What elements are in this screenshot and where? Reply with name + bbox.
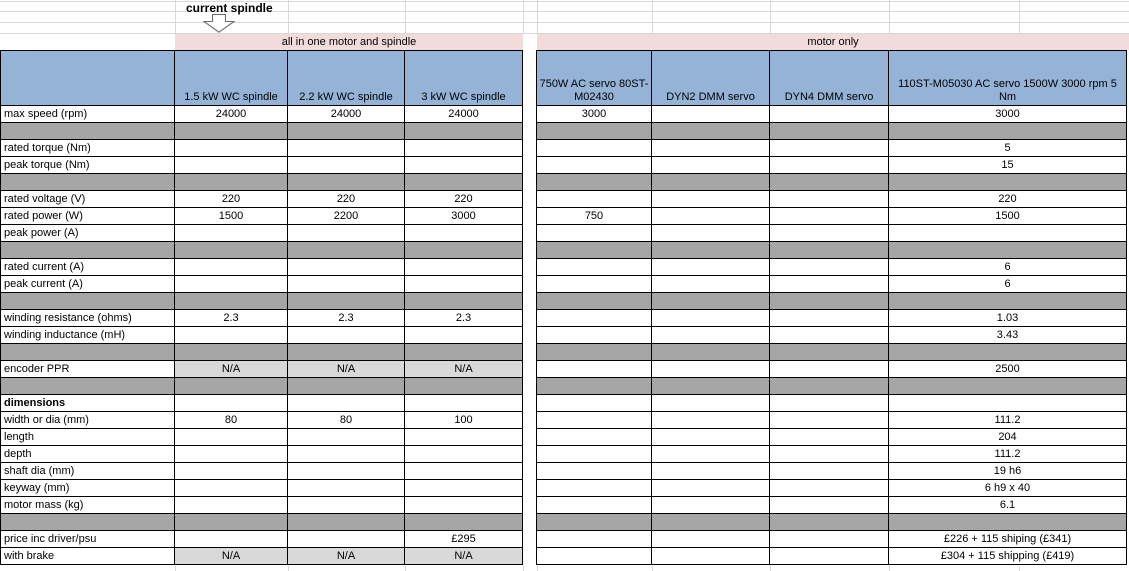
table-cell[interactable] (537, 259, 652, 276)
table-cell[interactable]: 24000 (175, 106, 288, 123)
gridline (175, 566, 176, 571)
table-cell[interactable] (288, 259, 405, 276)
spacer-cell (523, 140, 537, 157)
gridline (175, 0, 176, 34)
table-cell[interactable]: 24000 (288, 106, 405, 123)
spacer-cell (523, 480, 537, 497)
table-cell[interactable]: 220 (175, 191, 288, 208)
table-cell[interactable]: 111.2 (889, 446, 1127, 463)
table-cell[interactable] (175, 446, 288, 463)
separator-cell (288, 344, 405, 361)
table-cell[interactable] (537, 157, 652, 174)
table-cell[interactable]: 2.3 (288, 310, 405, 327)
table-cell[interactable]: N/A (288, 361, 405, 378)
separator-cell (537, 514, 652, 531)
spacer-cell (523, 293, 537, 310)
table-cell[interactable] (770, 140, 889, 157)
table-cell[interactable] (770, 157, 889, 174)
table-cell[interactable] (652, 276, 770, 293)
row-label[interactable]: length (0, 429, 175, 446)
table-cell[interactable] (537, 361, 652, 378)
comparison-table (0, 50, 1127, 565)
table-cell[interactable]: 5 (889, 140, 1127, 157)
separator-cell (288, 242, 405, 259)
gridline (537, 566, 538, 571)
table-cell[interactable] (537, 225, 652, 242)
separator-cell (175, 242, 288, 259)
row-label[interactable]: keyway (mm) (0, 480, 175, 497)
table-cell[interactable] (405, 480, 523, 497)
row-label[interactable]: motor mass (kg) (0, 497, 175, 514)
row-label[interactable]: width or dia (mm) (0, 412, 175, 429)
spacer-cell (523, 259, 537, 276)
table-cell[interactable] (175, 259, 288, 276)
separator-cell (770, 344, 889, 361)
separator-cell (405, 344, 523, 361)
spacer-cell (523, 412, 537, 429)
spacer-cell (523, 378, 537, 395)
gridline (0, 11, 1129, 12)
gridline (889, 566, 890, 571)
separator-cell (288, 293, 405, 310)
table-cell[interactable] (652, 327, 770, 344)
separator-cell (770, 174, 889, 191)
table-cell[interactable] (770, 225, 889, 242)
row-label[interactable]: peak current (A) (0, 276, 175, 293)
separator-cell (405, 242, 523, 259)
separator-cell (537, 174, 652, 191)
spacer-cell (523, 310, 537, 327)
separator-cell (770, 123, 889, 140)
gridline (288, 0, 289, 34)
gridline (652, 0, 653, 34)
table-cell[interactable] (652, 361, 770, 378)
table-cell[interactable] (405, 157, 523, 174)
gridline (0, 1, 1129, 2)
gridline (1019, 0, 1020, 34)
table-cell[interactable] (770, 531, 889, 548)
table-cell[interactable] (288, 463, 405, 480)
spacer-cell (523, 174, 537, 191)
table-cell[interactable]: 220 (288, 191, 405, 208)
table-cell[interactable] (537, 497, 652, 514)
separator-cell (652, 514, 770, 531)
table-cell[interactable]: £295 (405, 531, 523, 548)
table-cell[interactable] (288, 531, 405, 548)
table-cell[interactable] (175, 497, 288, 514)
table-cell[interactable] (175, 327, 288, 344)
table-cell[interactable] (288, 140, 405, 157)
spacer-cell (523, 208, 537, 225)
separator-cell (770, 514, 889, 531)
separator-cell (652, 123, 770, 140)
table-cell[interactable] (652, 191, 770, 208)
table-cell[interactable] (175, 157, 288, 174)
table-cell[interactable] (175, 463, 288, 480)
separator-cell (0, 344, 175, 361)
separator-cell (770, 378, 889, 395)
separator-cell (288, 174, 405, 191)
separator-cell (405, 293, 523, 310)
separator-cell (652, 293, 770, 310)
table-cell[interactable] (405, 395, 523, 412)
gridline (405, 566, 406, 571)
separator-cell (288, 123, 405, 140)
table-cell[interactable] (770, 106, 889, 123)
spacer-cell (523, 327, 537, 344)
table-cell[interactable] (652, 157, 770, 174)
table-cell[interactable]: 80 (288, 412, 405, 429)
spacer-cell (523, 361, 537, 378)
spacer-cell (523, 429, 537, 446)
table-cell[interactable] (770, 310, 889, 327)
separator-cell (889, 123, 1127, 140)
gridline (770, 0, 771, 34)
table-cell[interactable]: N/A (175, 361, 288, 378)
table-cell[interactable] (537, 276, 652, 293)
table-cell[interactable] (652, 225, 770, 242)
table-cell[interactable] (652, 259, 770, 276)
row-label[interactable]: shaft dia (mm) (0, 463, 175, 480)
table-cell[interactable]: 6 (889, 276, 1127, 293)
table-cell[interactable] (537, 412, 652, 429)
table-cell[interactable] (175, 225, 288, 242)
table-cell[interactable] (537, 446, 652, 463)
separator-cell (0, 514, 175, 531)
separator-cell (175, 293, 288, 310)
table-cell[interactable]: 750 (537, 208, 652, 225)
row-label[interactable]: rated voltage (V) (0, 191, 175, 208)
separator-cell (175, 514, 288, 531)
table-cell[interactable]: 2200 (288, 208, 405, 225)
separator-cell (288, 378, 405, 395)
column-header[interactable]: DYN4 DMM servo (770, 50, 889, 106)
separator-cell (405, 378, 523, 395)
table-cell[interactable] (537, 548, 652, 565)
separator-cell (652, 344, 770, 361)
spacer-cell (523, 395, 537, 412)
row-label[interactable]: dimensions (0, 395, 175, 412)
column-header[interactable]: 1.5 kW WC spindle (175, 50, 288, 106)
separator-cell (537, 378, 652, 395)
separator-cell (0, 123, 175, 140)
row-label[interactable]: peak torque (Nm) (0, 157, 175, 174)
table-cell[interactable] (288, 497, 405, 514)
separator-cell (175, 123, 288, 140)
separator-cell (889, 174, 1127, 191)
table-cell[interactable]: 24000 (405, 106, 523, 123)
row-label[interactable]: encoder PPR (0, 361, 175, 378)
spacer-cell (523, 157, 537, 174)
separator-cell (652, 378, 770, 395)
table-cell[interactable] (175, 429, 288, 446)
table-cell[interactable]: 3000 (537, 106, 652, 123)
row-label[interactable]: rated torque (Nm) (0, 140, 175, 157)
table-cell[interactable] (652, 531, 770, 548)
gridline (0, 22, 1129, 23)
table-cell[interactable] (175, 531, 288, 548)
gridline (405, 0, 406, 34)
table-cell[interactable] (537, 327, 652, 344)
row-label[interactable]: with brake (0, 548, 175, 565)
table-cell[interactable]: 80 (175, 412, 288, 429)
table-cell[interactable] (288, 480, 405, 497)
spacer-cell (523, 463, 537, 480)
separator-cell (652, 242, 770, 259)
table-cell[interactable] (405, 225, 523, 242)
table-cell[interactable] (405, 140, 523, 157)
table-cell[interactable]: N/A (405, 548, 523, 565)
separator-cell (0, 174, 175, 191)
table-cell[interactable]: 3000 (889, 106, 1127, 123)
table-cell[interactable] (537, 140, 652, 157)
table-cell[interactable]: 6 h9 x 40 (889, 480, 1127, 497)
spacer-cell (523, 50, 537, 106)
separator-cell (0, 242, 175, 259)
column-header[interactable]: 2.2 kW WC spindle (288, 50, 405, 106)
table-cell[interactable]: £226 + 115 shiping (£341) (889, 531, 1127, 548)
table-cell[interactable] (770, 276, 889, 293)
table-cell[interactable] (175, 480, 288, 497)
separator-cell (537, 242, 652, 259)
table-cell[interactable] (652, 140, 770, 157)
table-cell[interactable] (652, 412, 770, 429)
gridline (523, 0, 524, 34)
separator-cell (288, 514, 405, 531)
separator-cell (0, 378, 175, 395)
table-cell[interactable] (770, 497, 889, 514)
table-cell[interactable] (652, 429, 770, 446)
gridline (652, 566, 653, 571)
table-cell[interactable] (652, 395, 770, 412)
row-label[interactable]: price inc driver/psu (0, 531, 175, 548)
row-label[interactable]: rated current (A) (0, 259, 175, 276)
table-cell[interactable] (288, 327, 405, 344)
table-cell[interactable] (770, 412, 889, 429)
spacer-cell (523, 344, 537, 361)
table-cell[interactable] (405, 327, 523, 344)
table-cell[interactable] (770, 259, 889, 276)
gridline (770, 566, 771, 571)
gridline (288, 566, 289, 571)
table-cell[interactable] (288, 157, 405, 174)
table-cell[interactable] (770, 463, 889, 480)
column-header[interactable]: 3 kW WC spindle (405, 50, 523, 106)
table-cell[interactable]: 2.3 (405, 310, 523, 327)
row-label[interactable]: max speed (rpm) (0, 106, 175, 123)
table-cell[interactable] (405, 463, 523, 480)
spacer-cell (523, 514, 537, 531)
spacer-cell (523, 497, 537, 514)
table-cell[interactable] (537, 310, 652, 327)
column-header[interactable]: 110ST-M05030 AC servo 1500W 3000 rpm 5 Nm (889, 50, 1127, 106)
table-cell[interactable]: 3.43 (889, 327, 1127, 344)
separator-cell (405, 514, 523, 531)
table-cell[interactable] (652, 208, 770, 225)
separator-cell (770, 293, 889, 310)
table-cell[interactable] (537, 531, 652, 548)
table-cell[interactable]: 1500 (889, 208, 1127, 225)
separator-cell (889, 242, 1127, 259)
table-cell[interactable] (652, 310, 770, 327)
table-cell[interactable]: 204 (889, 429, 1127, 446)
spacer-cell (523, 531, 537, 548)
group-band-all-in-one[interactable]: all in one motor and spindle (175, 34, 523, 50)
column-header[interactable]: 750W AC servo 80ST-M02430 (537, 50, 652, 106)
table-cell[interactable] (405, 446, 523, 463)
table-cell[interactable] (405, 259, 523, 276)
table-cell[interactable]: 111.2 (889, 412, 1127, 429)
table-cell[interactable] (770, 395, 889, 412)
spacer-cell (523, 225, 537, 242)
table-cell[interactable] (770, 208, 889, 225)
table-cell[interactable] (288, 446, 405, 463)
table-cell[interactable] (288, 225, 405, 242)
row-label[interactable]: winding resistance (ohms) (0, 310, 175, 327)
table-cell[interactable]: 1.03 (889, 310, 1127, 327)
table-cell[interactable] (537, 191, 652, 208)
table-cell[interactable] (537, 463, 652, 480)
separator-cell (889, 378, 1127, 395)
table-cell[interactable]: 2500 (889, 361, 1127, 378)
gridline (523, 566, 524, 571)
table-cell[interactable]: 1500 (175, 208, 288, 225)
table-cell[interactable]: 220 (889, 191, 1127, 208)
separator-cell (0, 293, 175, 310)
spacer-cell (523, 106, 537, 123)
gridline (889, 0, 890, 34)
spacer-cell (523, 242, 537, 259)
table-cell[interactable] (652, 446, 770, 463)
separator-cell (652, 174, 770, 191)
column-header[interactable]: DYN2 DMM servo (652, 50, 770, 106)
table-cell[interactable] (288, 276, 405, 293)
table-cell[interactable] (770, 191, 889, 208)
table-cell[interactable] (537, 480, 652, 497)
table-cell[interactable]: 3000 (405, 208, 523, 225)
separator-cell (889, 293, 1127, 310)
table-cell[interactable] (652, 463, 770, 480)
separator-cell (889, 344, 1127, 361)
table-cell[interactable] (288, 429, 405, 446)
corner-header-cell[interactable] (0, 50, 175, 106)
table-cell[interactable] (175, 395, 288, 412)
table-cell[interactable] (652, 548, 770, 565)
table-cell[interactable] (889, 395, 1127, 412)
table-cell[interactable] (652, 106, 770, 123)
separator-cell (889, 514, 1127, 531)
row-label[interactable]: depth (0, 446, 175, 463)
row-label[interactable]: peak power (A) (0, 225, 175, 242)
table-cell[interactable] (889, 225, 1127, 242)
separator-cell (537, 344, 652, 361)
separator-cell (175, 344, 288, 361)
current-spindle-note: current spindle (186, 1, 273, 15)
table-cell[interactable]: 6 (889, 259, 1127, 276)
spacer-cell (523, 276, 537, 293)
table-cell[interactable]: 2.3 (175, 310, 288, 327)
table-cell[interactable] (770, 361, 889, 378)
table-cell[interactable] (405, 429, 523, 446)
down-arrow-icon (203, 14, 235, 36)
separator-cell (175, 378, 288, 395)
spacer-cell (523, 191, 537, 208)
table-cell[interactable] (770, 429, 889, 446)
table-cell[interactable]: 15 (889, 157, 1127, 174)
table-cell[interactable] (770, 327, 889, 344)
table-cell[interactable] (175, 276, 288, 293)
table-cell[interactable]: 100 (405, 412, 523, 429)
spacer-cell (523, 123, 537, 140)
table-cell[interactable]: N/A (288, 548, 405, 565)
separator-cell (405, 123, 523, 140)
gridline (1019, 566, 1020, 571)
table-cell[interactable] (405, 276, 523, 293)
separator-cell (175, 174, 288, 191)
table-cell[interactable]: N/A (405, 361, 523, 378)
table-cell[interactable] (537, 429, 652, 446)
spacer-cell (523, 446, 537, 463)
table-cell[interactable] (770, 446, 889, 463)
table-cell[interactable] (405, 497, 523, 514)
table-cell[interactable] (175, 140, 288, 157)
separator-cell (537, 123, 652, 140)
row-label[interactable]: winding inductance (mH) (0, 327, 175, 344)
group-band-motor-only[interactable]: motor only (537, 34, 1129, 50)
separator-cell (405, 174, 523, 191)
table-cell[interactable]: 19 h6 (889, 463, 1127, 480)
separator-cell (770, 242, 889, 259)
table-cell[interactable]: 220 (405, 191, 523, 208)
table-cell[interactable] (652, 480, 770, 497)
table-cell[interactable] (770, 548, 889, 565)
table-cell[interactable]: £304 + 115 shipping (£419) (889, 548, 1127, 565)
spacer-cell (523, 548, 537, 565)
table-cell[interactable] (770, 480, 889, 497)
table-cell[interactable] (288, 395, 405, 412)
row-label[interactable]: rated power (W) (0, 208, 175, 225)
table-cell[interactable] (537, 395, 652, 412)
table-cell[interactable]: N/A (175, 548, 288, 565)
table-cell[interactable] (652, 497, 770, 514)
gridline (537, 0, 538, 34)
table-cell[interactable]: 6.1 (889, 497, 1127, 514)
separator-cell (537, 293, 652, 310)
